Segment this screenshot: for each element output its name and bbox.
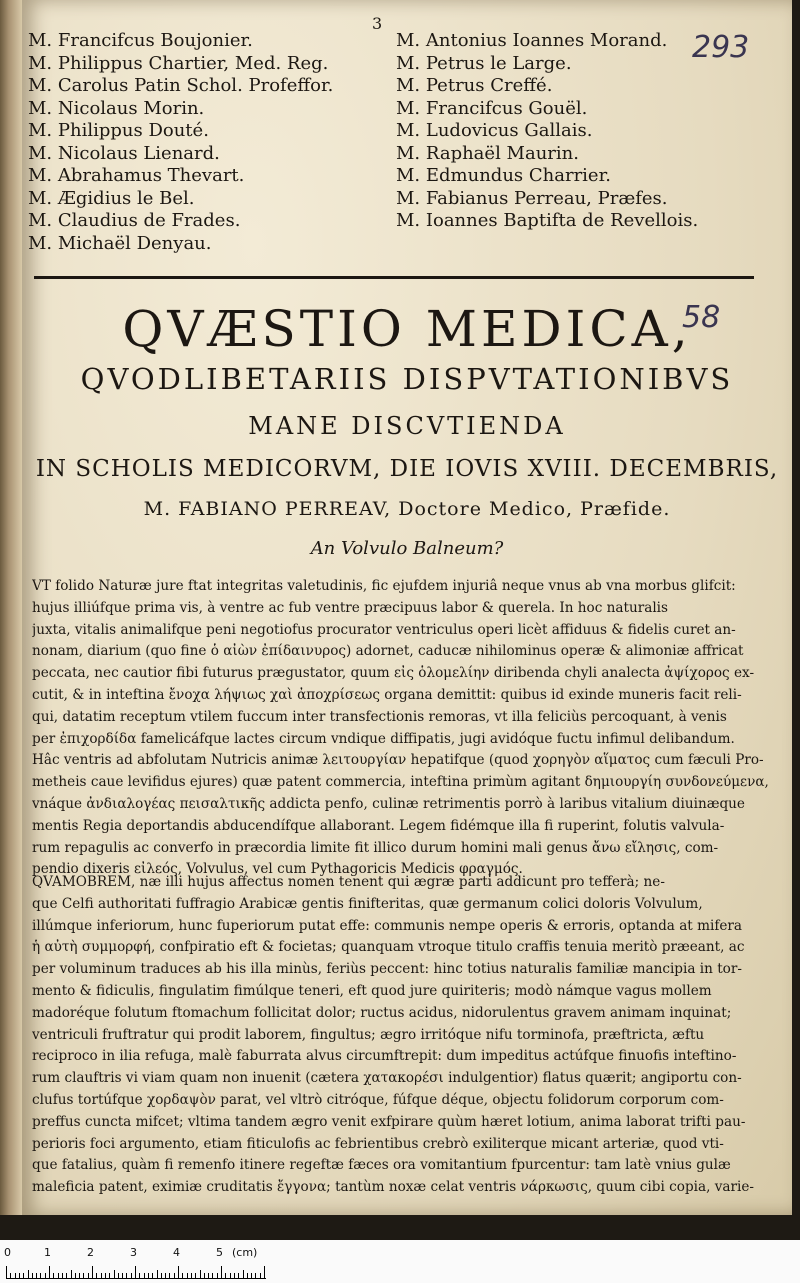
scale-tick bbox=[96, 1273, 97, 1278]
paragraph-1 bbox=[32, 576, 774, 881]
scale-tick bbox=[23, 1273, 24, 1278]
scale-tick bbox=[71, 1270, 72, 1278]
doctor-name: M. Edmundus Charrier. bbox=[396, 165, 611, 186]
doctor-name: M. Francifcus Gouël. bbox=[396, 97, 588, 119]
scale-tick bbox=[225, 1273, 226, 1278]
scale-tick bbox=[122, 1273, 123, 1278]
scale-tick bbox=[148, 1273, 149, 1278]
scale-tick bbox=[264, 1266, 265, 1278]
text-line: vnáque ἀνδιαλογέας πεισαλτικῆς addicta penfo, culinæ retrimentis porrò à laribus vitalium diuinæque bbox=[32, 795, 745, 812]
scale-tick bbox=[187, 1273, 188, 1278]
scale-tick bbox=[28, 1270, 29, 1278]
doctor-name: M. Nicolaus Morin. bbox=[28, 97, 205, 119]
scale-tick bbox=[221, 1266, 222, 1278]
text-line: rum clauftris vi viam quam non inuenit (cætera χατακορέσι indulgentior) flatus quærit; angiportu con- bbox=[32, 1070, 742, 1087]
page-number: 3 bbox=[372, 14, 383, 33]
scale-tick bbox=[135, 1266, 136, 1278]
title-line-5: M. FABIANO PERREAV, Doctore Medico, Præfide. bbox=[143, 498, 671, 520]
text-line: pendio dixeris εἰλεός, Volvulus, vel cum Pythagoricis Medicis φραγμός. bbox=[32, 861, 523, 878]
doctor-name: M. Antonius Ioannes Morand. bbox=[396, 30, 668, 51]
scale-tick bbox=[49, 1266, 50, 1278]
scale-tick bbox=[62, 1273, 63, 1278]
scale-label: 4 bbox=[173, 1246, 180, 1259]
text-line: peccata, nec cautior fibi futurus prægustator, quum εἰς ὁλομελίην diribenda chyli analecta ἀψίχορος ex- bbox=[32, 665, 755, 682]
scale-tick bbox=[92, 1266, 93, 1278]
text-line: ventriculi fruftratur qui prodit laborem, fingultus; ægro irritóque nifu torminofa, præftricta, æftu bbox=[32, 1026, 705, 1043]
scale-tick bbox=[131, 1273, 132, 1278]
text-line: metheis caue levifidus ejures) quæ patent commercia, inteftina primùm agitant δημιουργίη συνδονεύμενα, bbox=[32, 774, 769, 791]
text-line: hujus illiúfque prima vis, à ventre ac fub ventre præcipuus labor & querela. In hoc naturalis bbox=[32, 599, 669, 616]
doctor-name: M. Ioannes Baptifta de Revellois. bbox=[396, 210, 699, 231]
scale-tick bbox=[165, 1273, 166, 1278]
scale-tick bbox=[6, 1266, 7, 1278]
scale-tick bbox=[15, 1273, 16, 1278]
text-line: per ἐπιχορδίδα famelicáfque lactes circum vndique diffipatis, jugi avidóque fuctu infimul delibandum. bbox=[32, 730, 735, 747]
book-spine-edge bbox=[0, 0, 22, 1215]
text-line: perioris foci argumento, etiam fiticulofis ac febrientibus crebrò exiliterque micant arteriæ, quod vti- bbox=[32, 1135, 724, 1152]
title-line-4: IN SCHOLIS MEDICORVM, DIE IOVIS XVIII. DECEMBRIS, bbox=[35, 456, 779, 482]
scale-label: 2 bbox=[87, 1246, 94, 1259]
scale-ruler bbox=[6, 1264, 266, 1279]
text-line: per voluminum traduces ab his illa minùs, feriùs peccent: hinc totius naturalis familiæ mancipia in tor- bbox=[32, 961, 742, 978]
scale-tick bbox=[174, 1273, 175, 1278]
scale-tick bbox=[75, 1273, 76, 1278]
scale-tick bbox=[230, 1273, 231, 1278]
scale-tick bbox=[208, 1273, 209, 1278]
doctor-name: M. Philippus Douté. bbox=[28, 120, 209, 141]
doctor-name: M. Nicolaus Lienard. bbox=[28, 142, 220, 164]
doctor-name: M. Abrahamus Thevart. bbox=[28, 165, 245, 186]
scale-tick bbox=[79, 1273, 80, 1278]
text-line: mento & fidiculis, fingulatim fimúlque teneri, eft quod jure quiriteris; modò námque vagus mollem bbox=[32, 982, 712, 999]
doctor-name: M. Petrus Creffé. bbox=[396, 75, 553, 96]
scale-tick bbox=[45, 1273, 46, 1278]
scale-tick bbox=[243, 1270, 244, 1278]
doctor-name: M. Ægidius le Bel. bbox=[28, 187, 195, 209]
doctors-list-left bbox=[28, 30, 388, 255]
scale-label: 3 bbox=[130, 1246, 137, 1259]
scale-tick bbox=[139, 1273, 140, 1278]
scale-tick bbox=[169, 1273, 170, 1278]
text-line: QVAMOBREM, næ illi hujus affectus nomen tenent qui ægræ parti addicunt pro tefferà; ne- bbox=[32, 874, 665, 890]
text-line: mentis Regia deportandis abducendífque allaborant. Legem fidémque illa fi ruperint, folutis valvula- bbox=[32, 817, 725, 834]
text-line: Hâc ventris ad abfolutam Nutricis animæ λειτουργίαν hepatifque (quod χορηγὸν αἵματος cum fæculi Pro- bbox=[32, 752, 764, 769]
scale-tick bbox=[109, 1273, 110, 1278]
text-line: nonam, diarium (quo fine ὁ αἰὼν ἐπίδαινυρος) adornet, caducæ nihilominus operæ & alimoniæ affricat bbox=[32, 643, 744, 660]
handwritten-thesis-number: 58 bbox=[682, 300, 721, 335]
scale-tick bbox=[251, 1273, 252, 1278]
scale-label: 1 bbox=[44, 1246, 51, 1259]
scale-tick bbox=[32, 1273, 33, 1278]
scale-tick bbox=[83, 1273, 84, 1278]
doctor-name: M. Philippus Chartier, Med. Reg. bbox=[28, 52, 329, 74]
text-line: juxta, vitalis animalifque peni negotiofus procurator ventriculus operi licèt affiduus & fidelis curet an- bbox=[32, 621, 736, 638]
doctor-name: M. Claudius de Frades. bbox=[28, 210, 241, 231]
paragraph-2 bbox=[32, 872, 774, 1199]
scale-tick bbox=[195, 1273, 196, 1278]
scale-tick bbox=[66, 1273, 67, 1278]
scale-tick bbox=[204, 1273, 205, 1278]
doctor-name: M. Francifcus Boujonier. bbox=[28, 30, 253, 51]
scale-tick bbox=[212, 1273, 213, 1278]
doctor-name: M. Michaël Denyau. bbox=[28, 232, 212, 254]
scale-tick bbox=[36, 1273, 37, 1278]
scale-tick bbox=[200, 1270, 201, 1278]
scale-tick bbox=[105, 1273, 106, 1278]
text-line: cutit, & in inteftina ἔνοχα λήψιως χαὶ ἀποχρίσεως organa demittit: quibus id exinde muneris facit reli- bbox=[32, 686, 742, 703]
handwritten-folio-number: 293 bbox=[692, 30, 750, 65]
title-line-3: MANE DISCVTIENDA bbox=[248, 412, 566, 440]
doctor-name: M. Ludovicus Gallais. bbox=[396, 120, 593, 141]
scale-tick bbox=[255, 1273, 256, 1278]
scale-tick bbox=[88, 1273, 89, 1278]
scale-tick bbox=[178, 1266, 179, 1278]
scale-tick bbox=[101, 1273, 102, 1278]
scale-unit-label: (cm) bbox=[232, 1246, 258, 1259]
text-line: clufus tortúfque χορδαψὸν parat, vel vltrò citróque, fúfque déque, objectu folidorum corporum com- bbox=[32, 1091, 724, 1108]
scale-tick bbox=[238, 1273, 239, 1278]
scale-tick bbox=[114, 1270, 115, 1278]
scale-tick bbox=[144, 1273, 145, 1278]
scale-tick bbox=[118, 1273, 119, 1278]
text-line: maleficia patent, eximiæ cruditatis ἔγγονα; tantùm noxæ celat ventris νάρκωσις, quum cibi copia, varie- bbox=[32, 1179, 755, 1196]
scale-label: 0 bbox=[4, 1246, 11, 1259]
question-heading: An Volvulo Balneum? bbox=[310, 538, 504, 559]
scale-tick bbox=[234, 1273, 235, 1278]
scale-tick bbox=[152, 1273, 153, 1278]
doctor-name: M. Petrus le Large. bbox=[396, 52, 572, 74]
scale-tick bbox=[182, 1273, 183, 1278]
text-line: ἡ αὐτὴ συμμορφή, confpiratio eft & focietas; quanquam vtroque titulo craffis tenuia meritò præeant, ac bbox=[32, 939, 745, 956]
scale-tick bbox=[217, 1273, 218, 1278]
scale-tick bbox=[161, 1273, 162, 1278]
scale-tick bbox=[157, 1270, 158, 1278]
title-line-1: QVÆSTIO MEDICA, bbox=[122, 300, 692, 358]
title-line-2: QVODLIBETARIIS DISPVTATIONIBVS bbox=[80, 362, 734, 396]
text-line: que Celfi authoritati fuffragio Arabicæ gentis finifteritas, quæ germanum colici doloris Volvulum, bbox=[32, 895, 703, 912]
doctor-name: M. Raphaël Maurin. bbox=[396, 142, 579, 164]
horizontal-rule bbox=[34, 276, 754, 279]
scale-tick bbox=[40, 1273, 41, 1278]
scale-label: 5 bbox=[216, 1246, 223, 1259]
doctor-name: M. Fabianus Perreau, Præfes. bbox=[396, 187, 668, 209]
scale-tick bbox=[191, 1273, 192, 1278]
text-line: qui, datatim receptum vtilem fuccum inter transfectionis remoras, vt illa feliciùs percoquant, à venis bbox=[32, 708, 727, 725]
doctor-name: M. Carolus Patin Schol. Profeffor. bbox=[28, 75, 334, 96]
text-line: reciproco in ilia refuga, malè faburrata alvus circumftrepit: dum impeditus actúfque finuofis inteftino- bbox=[32, 1048, 737, 1065]
scale-tick bbox=[58, 1273, 59, 1278]
scale-tick bbox=[126, 1273, 127, 1278]
scale-tick bbox=[260, 1273, 261, 1278]
text-line: rum repagulis ac converfo in præcordia limite fit illico durum homini mali genus ἄνω εἴλησις, com- bbox=[32, 839, 719, 856]
scale-tick bbox=[53, 1273, 54, 1278]
scale-tick bbox=[10, 1273, 11, 1278]
text-line: que fatalius, quàm fi remenfo itinere regeftæ fæces ora vomitantium fpurcentur: tam latè vnius gulæ bbox=[32, 1157, 731, 1174]
text-line: VT folido Naturæ jure ftat integritas valetudinis, fic ejufdem injuriâ neque vnus ab vna morbus glifcit: bbox=[32, 578, 736, 594]
text-line: madoréque folutum ftomachum follicitat dolor; ructus acidus, nidorulentus gravem animam inquinat; bbox=[32, 1004, 732, 1021]
book-page bbox=[22, 0, 792, 1215]
measurement-scale bbox=[0, 1240, 800, 1283]
text-line: preffus cuncta mifcet; vltima tandem ægro venit exfpirare quùm hæret lotium, anima laborat trifti pau- bbox=[32, 1113, 746, 1130]
text-line: illúmque inferiorum, hunc fuperiorum putat effe: communis nempe operis & erroris, optanda at mifera bbox=[32, 917, 743, 934]
scale-tick bbox=[247, 1273, 248, 1278]
doctors-list-right bbox=[396, 30, 699, 233]
scale-tick bbox=[19, 1273, 20, 1278]
